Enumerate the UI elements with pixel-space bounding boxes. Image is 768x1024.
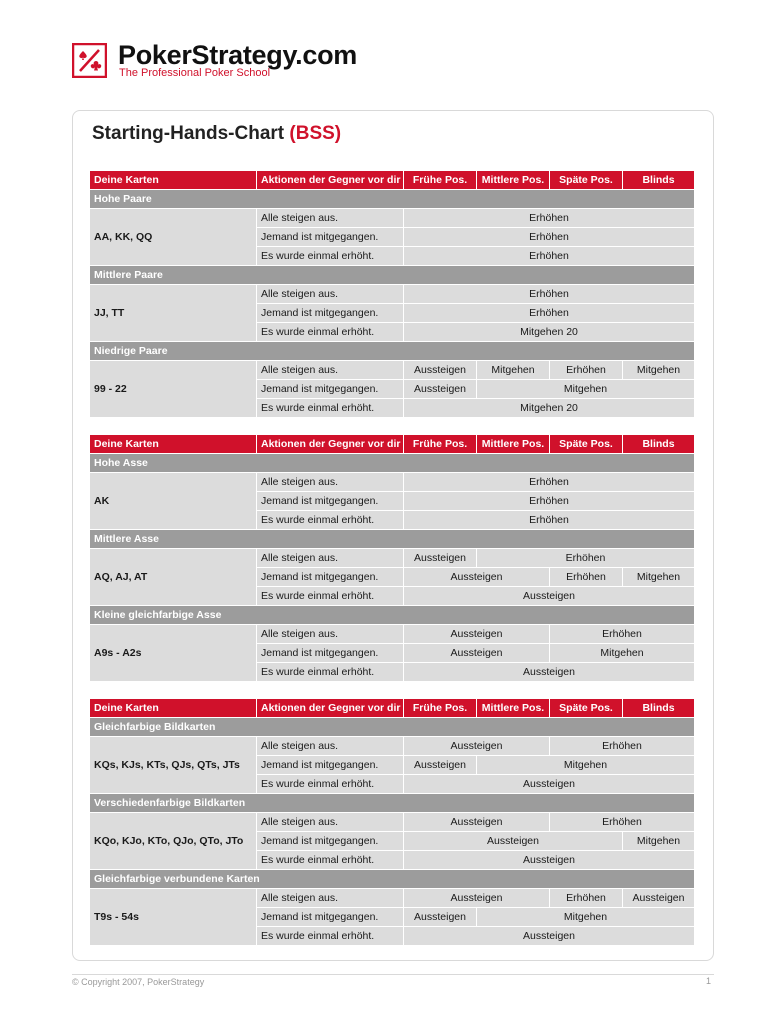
action-cell: Alle steigen aus. [257, 473, 404, 492]
action-cell: Alle steigen aus. [257, 285, 404, 304]
group-row [90, 606, 695, 625]
hand-cell: AA, KK, QQ [90, 209, 257, 266]
decision-cell: Aussteigen [623, 889, 695, 908]
action-cell: Es wurde einmal erhöht. [257, 587, 404, 606]
hand-cell: JJ, TT [90, 285, 257, 342]
page-number: 1 [706, 976, 712, 986]
footer-divider [72, 974, 714, 975]
decision-cell: Erhöhen [477, 549, 695, 568]
decision-cell: Erhöhen [550, 568, 623, 587]
copyright-text: © Copyright 2007, PokerStrategy [72, 977, 205, 987]
table-header-row [90, 435, 695, 454]
page-title [92, 122, 341, 146]
action-cell: Es wurde einmal erhöht. [257, 851, 404, 870]
pokerstrategy-logo-icon [72, 43, 107, 78]
table-spacer [90, 682, 695, 699]
table-row [90, 889, 695, 908]
decision-cell: Erhöhen [404, 492, 695, 511]
decision-cell: Mitgehen 20 [404, 323, 695, 342]
title-main: Starting-Hands-Chart [92, 123, 285, 144]
decision-cell: Erhöhen [550, 813, 695, 832]
brand-tagline: The Professional Poker School [119, 67, 271, 79]
hand-cell: KQo, KJo, KTo, QJo, QTo, JTo [90, 813, 257, 870]
hand-cell: AQ, AJ, AT [90, 549, 257, 606]
column-header: Deine Karten [90, 435, 257, 454]
action-cell: Es wurde einmal erhöht. [257, 927, 404, 946]
group-title: Mittlere Paare [90, 266, 695, 285]
action-cell: Es wurde einmal erhöht. [257, 323, 404, 342]
action-cell: Alle steigen aus. [257, 209, 404, 228]
group-row [90, 718, 695, 737]
decision-cell: Erhöhen [550, 361, 623, 380]
hands-table [90, 435, 695, 682]
decision-cell: Mitgehen [550, 644, 695, 663]
group-title: Verschiedenfarbige Bildkarten [90, 794, 695, 813]
group-title: Mittlere Asse [90, 530, 695, 549]
decision-cell: Erhöhen [404, 304, 695, 323]
decision-cell: Mitgehen [623, 568, 695, 587]
group-row [90, 870, 695, 889]
action-cell: Alle steigen aus. [257, 549, 404, 568]
column-header: Blinds [623, 435, 695, 454]
decision-cell: Erhöhen [404, 247, 695, 266]
decision-cell: Erhöhen [404, 511, 695, 530]
action-cell: Jemand ist mitgegangen. [257, 380, 404, 399]
column-header: Frühe Pos. [404, 171, 477, 190]
action-cell: Alle steigen aus. [257, 889, 404, 908]
table-spacer [90, 418, 695, 435]
table-row [90, 473, 695, 492]
table-row [90, 361, 695, 380]
group-title: Gleichfarbige Bildkarten [90, 718, 695, 737]
column-header: Deine Karten [90, 171, 257, 190]
table-header-row [90, 171, 695, 190]
table-row [90, 737, 695, 756]
decision-cell: Aussteigen [404, 663, 695, 682]
decision-cell: Erhöhen [404, 209, 695, 228]
decision-cell: Aussteigen [404, 927, 695, 946]
group-title: Gleichfarbige verbundene Karten [90, 870, 695, 889]
table-row [90, 625, 695, 644]
starting-hands-tables [90, 171, 695, 946]
column-header: Blinds [623, 171, 695, 190]
action-cell: Alle steigen aus. [257, 625, 404, 644]
action-cell: Es wurde einmal erhöht. [257, 247, 404, 266]
group-title: Hohe Asse [90, 454, 695, 473]
action-cell: Alle steigen aus. [257, 361, 404, 380]
action-cell: Es wurde einmal erhöht. [257, 511, 404, 530]
decision-cell: Aussteigen [404, 889, 550, 908]
table-row [90, 813, 695, 832]
action-cell: Jemand ist mitgegangen. [257, 492, 404, 511]
brand-name: PokerStrategy.com [118, 40, 357, 70]
table-row [90, 209, 695, 228]
decision-cell: Mitgehen [477, 380, 695, 399]
group-title: Niedrige Paare [90, 342, 695, 361]
decision-cell: Aussteigen [404, 832, 623, 851]
group-title: Kleine gleichfarbige Asse [90, 606, 695, 625]
hands-table [90, 171, 695, 418]
action-cell: Jemand ist mitgegangen. [257, 568, 404, 587]
decision-cell: Aussteigen [404, 361, 477, 380]
hand-cell: 99 - 22 [90, 361, 257, 418]
decision-cell: Mitgehen 20 [404, 399, 695, 418]
decision-cell: Mitgehen [477, 908, 695, 927]
decision-cell: Mitgehen [477, 361, 550, 380]
decision-cell: Aussteigen [404, 908, 477, 927]
action-cell: Jemand ist mitgegangen. [257, 756, 404, 775]
column-header: Späte Pos. [550, 171, 623, 190]
hand-cell: A9s - A2s [90, 625, 257, 682]
group-title: Hohe Paare [90, 190, 695, 209]
group-row [90, 794, 695, 813]
column-header: Mittlere Pos. [477, 171, 550, 190]
decision-cell: Aussteigen [404, 813, 550, 832]
hands-table [90, 699, 695, 946]
decision-cell: Mitgehen [623, 832, 695, 851]
column-header: Aktionen der Gegner vor dir [257, 699, 404, 718]
column-header: Mittlere Pos. [477, 699, 550, 718]
decision-cell: Aussteigen [404, 587, 695, 606]
group-row [90, 266, 695, 285]
decision-cell: Aussteigen [404, 380, 477, 399]
decision-cell: Aussteigen [404, 737, 550, 756]
column-header: Frühe Pos. [404, 435, 477, 454]
column-header: Mittlere Pos. [477, 435, 550, 454]
table-header-row [90, 699, 695, 718]
column-header: Späte Pos. [550, 435, 623, 454]
action-cell: Jemand ist mitgegangen. [257, 832, 404, 851]
column-header: Deine Karten [90, 699, 257, 718]
decision-cell: Aussteigen [404, 549, 477, 568]
decision-cell: Mitgehen [623, 361, 695, 380]
action-cell: Jemand ist mitgegangen. [257, 304, 404, 323]
hand-cell: KQs, KJs, KTs, QJs, QTs, JTs [90, 737, 257, 794]
column-header: Aktionen der Gegner vor dir [257, 435, 404, 454]
action-cell: Jemand ist mitgegangen. [257, 228, 404, 247]
table-row [90, 285, 695, 304]
table-row [90, 549, 695, 568]
column-header: Aktionen der Gegner vor dir [257, 171, 404, 190]
decision-cell: Aussteigen [404, 644, 550, 663]
decision-cell: Erhöhen [404, 228, 695, 247]
decision-cell: Mitgehen [477, 756, 695, 775]
action-cell: Alle steigen aus. [257, 737, 404, 756]
hand-cell: T9s - 54s [90, 889, 257, 946]
decision-cell: Aussteigen [404, 756, 477, 775]
column-header: Späte Pos. [550, 699, 623, 718]
action-cell: Jemand ist mitgegangen. [257, 644, 404, 663]
decision-cell: Erhöhen [550, 737, 695, 756]
group-row [90, 342, 695, 361]
action-cell: Es wurde einmal erhöht. [257, 663, 404, 682]
decision-cell: Aussteigen [404, 625, 550, 644]
decision-cell: Aussteigen [404, 568, 550, 587]
decision-cell: Erhöhen [550, 625, 695, 644]
column-header: Frühe Pos. [404, 699, 477, 718]
group-row [90, 190, 695, 209]
hand-cell: AK [90, 473, 257, 530]
decision-cell: Erhöhen [404, 285, 695, 304]
action-cell: Es wurde einmal erhöht. [257, 775, 404, 794]
decision-cell: Aussteigen [404, 775, 695, 794]
decision-cell: Erhöhen [404, 473, 695, 492]
decision-cell: Erhöhen [550, 889, 623, 908]
column-header: Blinds [623, 699, 695, 718]
action-cell: Alle steigen aus. [257, 813, 404, 832]
decision-cell: Aussteigen [404, 851, 695, 870]
title-accent: (BSS) [289, 123, 342, 144]
action-cell: Es wurde einmal erhöht. [257, 399, 404, 418]
group-row [90, 530, 695, 549]
action-cell: Jemand ist mitgegangen. [257, 908, 404, 927]
group-row [90, 454, 695, 473]
